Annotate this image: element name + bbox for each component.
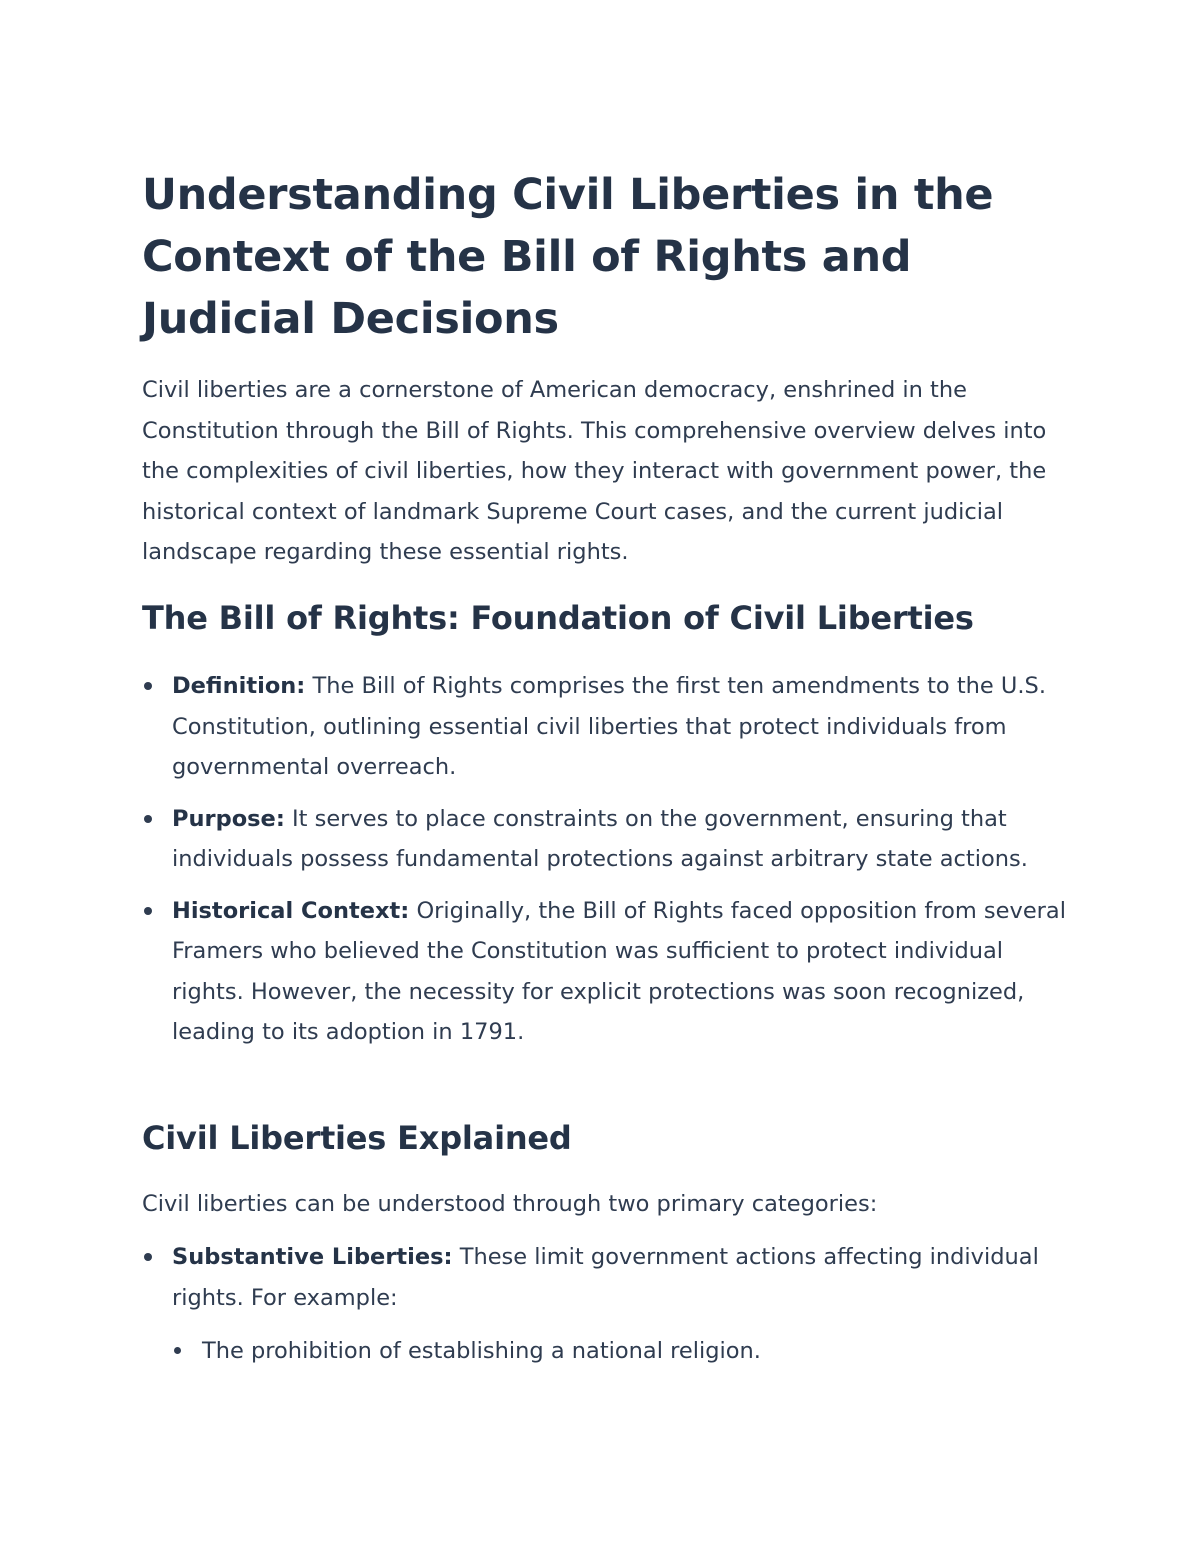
- intro-paragraph: Civil liberties are a cornerstone of American democracy, enshrined in the Constitution through the Bill of Rights. This comprehensive overview delves into the complexities of civil liberties, how they interact with government power, the historical context of landmark Supreme Court cases, and the current judicial landscape regarding these essential rights.: [142, 377, 1047, 565]
- list-item-text: These limit government actions affecting individual rights. For example:: [172, 1244, 1039, 1311]
- list-item-term: Historical Context:: [172, 897, 410, 924]
- bullet-icon: [144, 682, 152, 690]
- list-item-text: Originally, the Bill of Rights faced opposition from several Framers who believed the Constitution was sufficient to protect individual rights. However, the necessity for explicit protections was soon recognized, leading to its adoption in 1791.: [172, 897, 1066, 1045]
- bullet-icon: [174, 1347, 181, 1354]
- list-item-term: Purpose:: [172, 805, 285, 832]
- list-item-term: Definition:: [172, 673, 306, 699]
- list-item: [142, 891, 1072, 1053]
- list-item: [142, 799, 1072, 880]
- substantive-examples-list: [172, 1331, 1072, 1372]
- sub-list-item-text: The prohibition of establishing a national religion.: [202, 1338, 761, 1364]
- section-heading-civil-liberties: Civil Liberties Explained: [142, 1119, 572, 1157]
- bill-of-rights-list: [142, 666, 1072, 1064]
- list-item: [142, 666, 1072, 788]
- bullet-icon: [144, 907, 152, 915]
- list-item: [142, 1237, 1072, 1318]
- section-heading-bill-of-rights: The Bill of Rights: Foundation of Civil Liberties: [142, 599, 974, 637]
- bullet-icon: [144, 815, 152, 823]
- list-item-term: Substantive Liberties:: [172, 1244, 453, 1270]
- sub-list-item: [172, 1331, 1072, 1372]
- bullet-icon: [144, 1253, 152, 1261]
- page-title: Understanding Civil Liberties in the Context of the Bill of Rights and Judicial Decisions: [142, 170, 994, 344]
- civil-liberties-list: [142, 1237, 1072, 1329]
- categories-intro: Civil liberties can be understood through two primary categories:: [142, 1191, 878, 1217]
- list-item-text: It serves to place constraints on the government, ensuring that individuals possess fundamental protections against arbitrary state actions.: [172, 805, 1028, 872]
- list-item-text: The Bill of Rights comprises the first ten amendments to the U.S. Constitution, outlining essential civil liberties that protect individuals from governmental overreach.: [172, 673, 1046, 780]
